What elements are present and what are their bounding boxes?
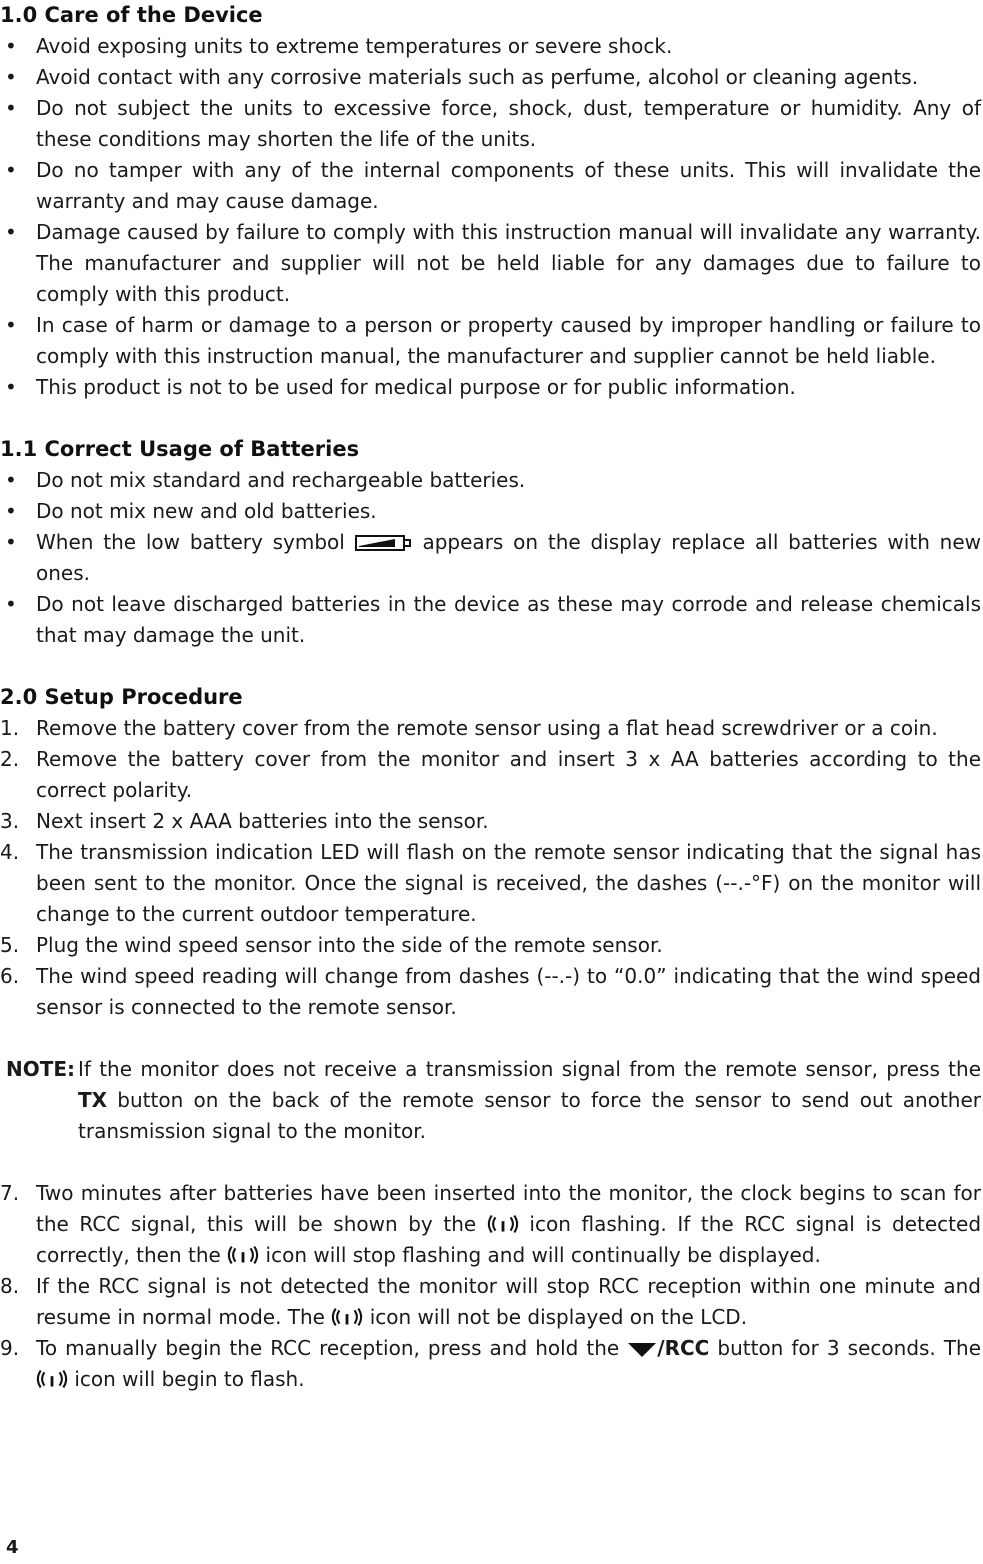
- rcc-button-label: /RCC: [657, 1336, 710, 1360]
- list-item: 8. If the RCC signal is not detected the monitor will stop RCC reception within one minute and resume in normal mode. The icon will not be displayed on the LCD.: [0, 1274, 981, 1329]
- rcc-signal-icon: [227, 1245, 259, 1265]
- list-item: • Avoid exposing units to extreme temperatures or severe shock.: [5, 34, 673, 58]
- list-item: 3. Next insert 2 x AAA batteries into the sensor.: [0, 809, 489, 833]
- rcc-signal-icon: [331, 1307, 363, 1327]
- list-item: • Damage caused by failure to comply with this instruction manual will invalidate any warranty. The manufacturer and supplier will not be held liable for any damages due to failure to comply with this product.: [5, 220, 981, 306]
- list-item: • This product is not to be used for medical purpose or for public information.: [5, 375, 796, 399]
- list-item: 5. Plug the wind speed sensor into the side of the remote sensor.: [0, 933, 663, 957]
- down-triangle-icon: [627, 1342, 657, 1358]
- list-item: 9. To manually begin the RCC reception, press and hold the /RCC button for 3 seconds. The icon will begin to flash.: [0, 1336, 982, 1391]
- list-item: 7. Two minutes after batteries have been inserted into the monitor, the clock begins to scan for the RCC signal, this will be shown by the icon flashing. If the RCC signal is detected correctly, then the icon will stop flashing and will continually be displayed.: [0, 1181, 982, 1267]
- list-item: 1. Remove the battery cover from the remote sensor using a flat head screwdriver or a coin.: [0, 716, 938, 740]
- list-item: • Do not mix new and old batteries.: [5, 499, 377, 523]
- setup-steps-list: [0, 713, 983, 1023]
- list-item: • Do not subject the units to excessive force, shock, dust, temperature or humidity. Any of these conditions may shorten the life of the units.: [5, 96, 981, 151]
- list-item: • In case of harm or damage to a person or property caused by improper handling or failure to comply with this instruction manual, the manufacturer and supplier cannot be held liable.: [5, 313, 981, 368]
- section-heading-batteries: 1.1 Correct Usage of Batteries: [0, 437, 360, 461]
- list-item: • Avoid contact with any corrosive materials such as perfume, alcohol or cleaning agents.: [5, 65, 919, 89]
- list-item: • When the low battery symbol appears on the display replace all batteries with new ones.: [5, 530, 982, 585]
- low-battery-icon: [355, 534, 413, 552]
- list-item: • Do no tamper with any of the internal components of these units. This will invalidate the warranty and may cause damage.: [5, 158, 981, 213]
- list-item: 4. The transmission indication LED will flash on the remote sensor indicating that the signal has been sent to the monitor. Once the signal is received, the dashes (--.-°F) on the monitor will change to the current outdoor temperature.: [0, 840, 981, 926]
- section-heading-care: 1.0 Care of the Device: [0, 3, 263, 27]
- rcc-signal-icon: [36, 1369, 68, 1389]
- note-label: NOTE:: [6, 1057, 76, 1081]
- setup-steps-list-continued: [0, 1178, 983, 1395]
- list-item: 6. The wind speed reading will change from dashes (--.-) to “0.0” indicating that the wind speed sensor is connected to the remote sensor.: [0, 964, 981, 1019]
- list-item: • Do not leave discharged batteries in the device as these may corrode and release chemicals that may damage the unit.: [5, 592, 981, 647]
- section-heading-setup: 2.0 Setup Procedure: [0, 685, 243, 709]
- list-item: • Do not mix standard and rechargeable batteries.: [5, 468, 526, 492]
- note-block: NOTE: If the monitor does not receive a transmission signal from the remote sensor, press the TX button on the back of the remote sensor to force the sensor to send out another transmission signal to the monitor.: [0, 1054, 983, 1147]
- list-item: 2. Remove the battery cover from the monitor and insert 3 x AA batteries according to the correct polarity.: [0, 747, 981, 802]
- rcc-signal-icon: [487, 1214, 519, 1234]
- tx-button-label: TX: [78, 1088, 108, 1112]
- battery-list: [0, 465, 983, 651]
- page-number: 4: [6, 1537, 19, 1558]
- care-list: [0, 31, 983, 403]
